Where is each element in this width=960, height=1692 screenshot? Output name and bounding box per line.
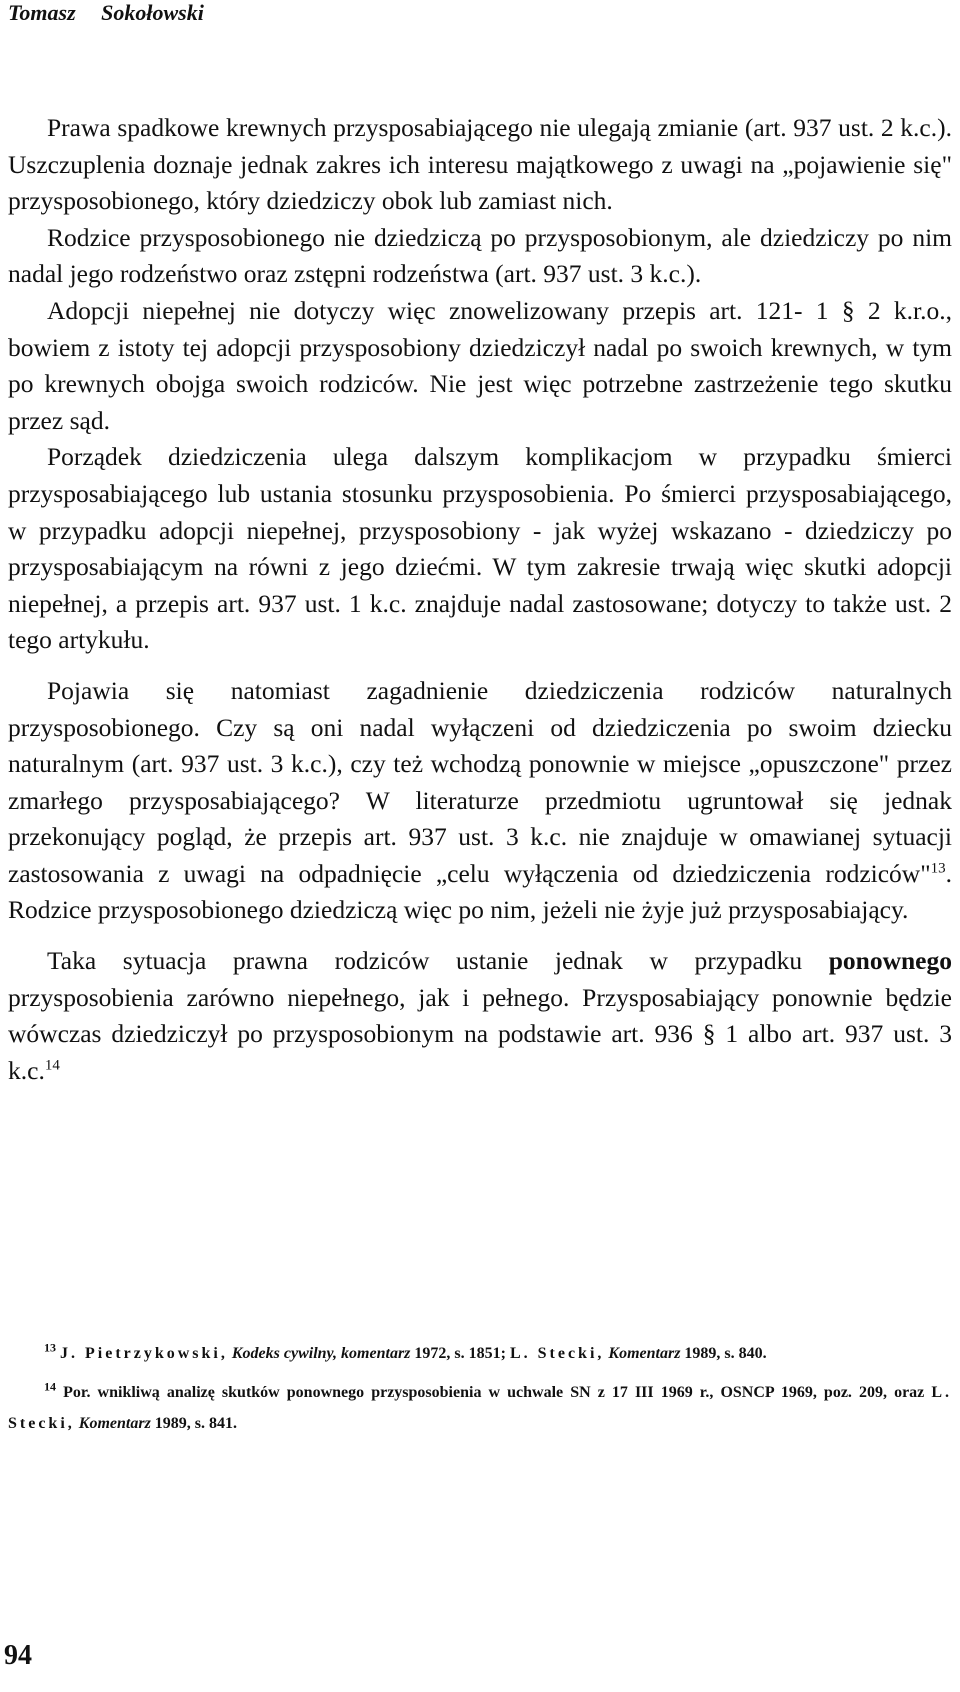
paragraph-6-text: przysposobienia zarówno niepełnego, jak i pełnego. Przysposabiający ponownie będzie wówczas dziedziczył po przysposobionym na podstawie art. 936 § 1 albo art. 937 ust. 3 k.c. bbox=[8, 982, 952, 1085]
paragraph-6 bbox=[8, 943, 952, 1089]
body-text bbox=[8, 110, 952, 1089]
footnote-13-title2: Komentarz bbox=[608, 1345, 681, 1362]
paragraph-5 bbox=[8, 673, 952, 929]
running-header-author: Tomasz Sokołowski bbox=[8, 0, 204, 25]
paragraph-5-tail: . Rodzice przysposobionego dziedziczą więc po nim, jeżeli nie żyje już przysposabiający. bbox=[8, 858, 952, 925]
paragraph-1: Prawa spadkowe krewnych przysposabiającego nie ulegają zmianie (art. 937 ust. 2 k.c.). Uszczuplenia doznaje jednak zakres ich interesu majątkowego z uwagi na „pojawienie się" przysposobionego, który dziedziczy obok lub zamiast nich. bbox=[8, 113, 952, 216]
paragraph-4: Porządek dziedziczenia ulega dalszym komplikacjom w przypadku śmierci przysposabiającego lub ustania stosunku przysposobienia. Po śmierci przysposabiającego, w przypadku adopcji niepełnej, przysposobiony - jak wyżej wskazano - dziedziczy po przysposabiającym na równi z jego dziećmi. W tym zakresie trwają więc skutki adopcji niepełnej, a przepis art. 937 ust. 1 k.c. znajduje nadal zastosowane; dotyczy to także ust. 2 tego artykułu. bbox=[8, 442, 952, 655]
footnote-14-author: L. Stecki, bbox=[8, 1384, 953, 1432]
footnote-14 bbox=[8, 1377, 952, 1439]
footnote-14-rest: 1989, s. 841. bbox=[150, 1415, 238, 1432]
footnote-ref-13[interactable]: 13 bbox=[930, 860, 946, 877]
footnote-14-text: Por. wnikliwą analizę skutków ponownego przysposobienia w uchwale SN z 17 III 1969 r., OSNCP 1969, poz. 209, oraz bbox=[63, 1384, 932, 1401]
footnotes bbox=[8, 1338, 952, 1439]
footnote-number-14: 14 bbox=[44, 1379, 56, 1394]
footnote-14-title: Komentarz bbox=[78, 1415, 151, 1432]
footnote-13-rest2: 1989, s. 840. bbox=[680, 1345, 767, 1362]
footnote-ref-14[interactable]: 14 bbox=[44, 1057, 60, 1074]
footnote-13-author: J. Pietrzykowski, bbox=[60, 1345, 228, 1362]
footnote-13 bbox=[8, 1338, 952, 1369]
paragraph-3: Adopcji niepełnej nie dotyczy więc znowelizowany przepis art. 121- 1 § 2 k.r.o., bowiem z istoty tej adopcji przysposobiony dziedziczył nadal po swoich krewnych, w tym po krewnych obojga swoich rodziców. Nie jest więc potrzebne zastrzeżenie tego skutku przez sąd. bbox=[8, 295, 952, 435]
page-number: 94 bbox=[4, 1640, 32, 1671]
footnote-13-title: Kodeks cywilny, komentarz bbox=[231, 1345, 411, 1362]
footnote-13-author2: L. Stecki, bbox=[509, 1345, 605, 1362]
footnote-13-rest: 1972, s. 1851; bbox=[410, 1345, 510, 1362]
paragraph-2: Rodzice przysposobionego nie dziedziczą po przysposobionym, ale dziedziczy po nim nadal jego rodzeństwo oraz zstępni rodzeństwa (art. 937 ust. 3 k.c.). bbox=[8, 222, 952, 289]
paragraph-6-pre: Taka sytuacja prawna rodziców ustanie jednak w przypadku bbox=[47, 946, 829, 976]
footnote-number-13: 13 bbox=[44, 1340, 56, 1355]
paragraph-6-emphasis: ponownego bbox=[828, 946, 952, 976]
paragraph-5-text: Pojawia się natomiast zagadnienie dziedziczenia rodziców naturalnych przysposobionego. Czy są oni nadal wyłączeni od dziedziczenia po swoim dziecku naturalnym (art. 937 ust. 3 k.c.), czy też wchodzą ponownie w miejsce „opuszczone" przez zmarłego przysposabiającego? W literaturze przedmiotu ugruntował się jednak przekonujący pogląd, że przepis art. 937 ust. 3 k.c. nie znajduje w omawianej sytuacji zastosowania z uwagi na odpadnięcie „celu wyłączenia od dziedziczenia rodziców" bbox=[8, 675, 952, 888]
